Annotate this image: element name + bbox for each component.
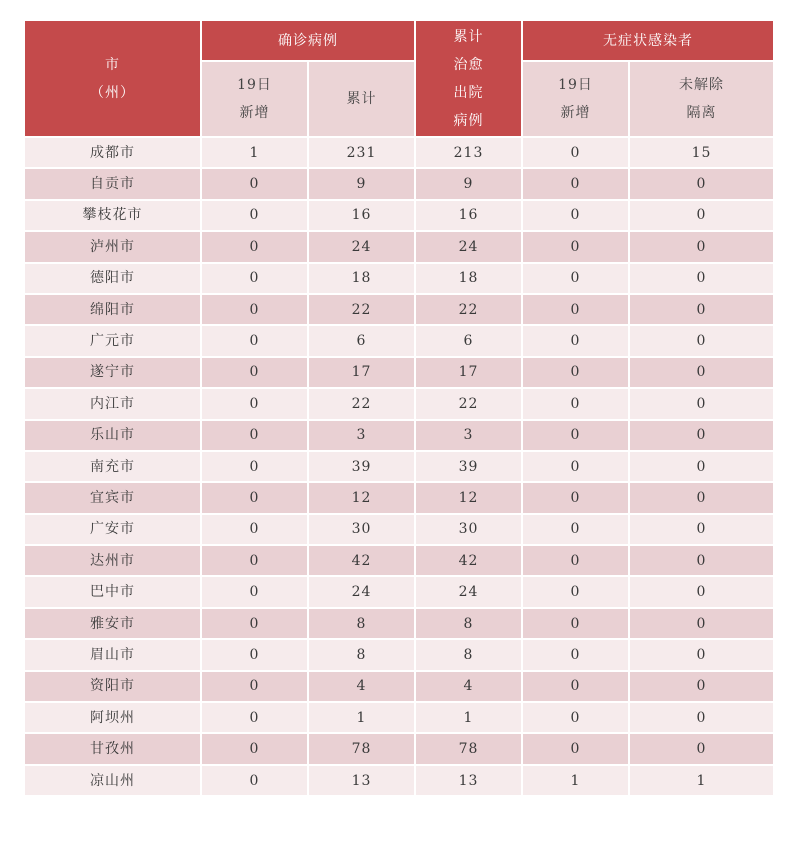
asym-new-cell: 0 bbox=[522, 325, 629, 356]
confirmed-new-cell: 0 bbox=[201, 263, 308, 294]
asym-new-cell: 0 bbox=[522, 168, 629, 199]
asym-new-cell: 1 bbox=[522, 765, 629, 796]
city-cell: 内江市 bbox=[24, 388, 201, 419]
table-header bbox=[24, 20, 774, 137]
confirmed-total-cell: 8 bbox=[308, 608, 415, 639]
table-row bbox=[24, 325, 774, 356]
confirmed-new-cell: 0 bbox=[201, 388, 308, 419]
city-header-line: （州） bbox=[90, 84, 135, 101]
cured-cell: 17 bbox=[415, 357, 522, 388]
asymptomatic-group-header: 无症状感染者 bbox=[522, 20, 774, 61]
city-cell: 乐山市 bbox=[24, 420, 201, 451]
confirmed-new-cell: 0 bbox=[201, 671, 308, 702]
asym-new-cell: 0 bbox=[522, 388, 629, 419]
cured-cell: 42 bbox=[415, 545, 522, 576]
city-cell: 雅安市 bbox=[24, 608, 201, 639]
table-row bbox=[24, 231, 774, 262]
asym-isolated-cell: 0 bbox=[629, 608, 774, 639]
table-row bbox=[24, 294, 774, 325]
confirmed-total-cell: 18 bbox=[308, 263, 415, 294]
table-row bbox=[24, 545, 774, 576]
table-row bbox=[24, 576, 774, 607]
asym-isolated-cell: 0 bbox=[629, 325, 774, 356]
city-cell: 凉山州 bbox=[24, 765, 201, 796]
confirmed-new-cell: 0 bbox=[201, 733, 308, 764]
table-row bbox=[24, 702, 774, 733]
city-cell: 德阳市 bbox=[24, 263, 201, 294]
confirmed-total-cell: 17 bbox=[308, 357, 415, 388]
table-row bbox=[24, 733, 774, 764]
asym-new-cell: 0 bbox=[522, 482, 629, 513]
asym-new-cell: 0 bbox=[522, 514, 629, 545]
city-cell: 南充市 bbox=[24, 451, 201, 482]
asym-unreleased-header-line: 未解除 bbox=[679, 77, 724, 93]
table-row bbox=[24, 482, 774, 513]
cured-cell: 78 bbox=[415, 733, 522, 764]
cured-cell: 6 bbox=[415, 325, 522, 356]
city-column-header bbox=[24, 20, 201, 137]
asym-new-cell: 0 bbox=[522, 263, 629, 294]
cured-cell: 24 bbox=[415, 576, 522, 607]
cured-cell: 22 bbox=[415, 294, 522, 325]
table-row bbox=[24, 357, 774, 388]
cured-cell: 22 bbox=[415, 388, 522, 419]
cured-cell: 39 bbox=[415, 451, 522, 482]
cured-cell: 4 bbox=[415, 671, 522, 702]
confirmed-total-cell: 13 bbox=[308, 765, 415, 796]
table-row bbox=[24, 451, 774, 482]
city-cell: 遂宁市 bbox=[24, 357, 201, 388]
asym-new-cell: 0 bbox=[522, 576, 629, 607]
confirmed-new-cell: 0 bbox=[201, 231, 308, 262]
asym-new-cell: 0 bbox=[522, 545, 629, 576]
cured-cell: 24 bbox=[415, 231, 522, 262]
asym-new-cell: 0 bbox=[522, 671, 629, 702]
confirmed-new-cell: 1 bbox=[201, 137, 308, 168]
asym-isolated-cell: 0 bbox=[629, 671, 774, 702]
asym-new-cell: 0 bbox=[522, 231, 629, 262]
cured-column-header bbox=[415, 20, 522, 137]
asym-isolated-cell: 1 bbox=[629, 765, 774, 796]
confirmed-total-cell: 42 bbox=[308, 545, 415, 576]
confirmed-new-cell: 0 bbox=[201, 325, 308, 356]
asym-new-cell: 0 bbox=[522, 733, 629, 764]
confirmed-new-cell: 0 bbox=[201, 451, 308, 482]
table-row bbox=[24, 514, 774, 545]
asym-new-cell: 0 bbox=[522, 639, 629, 670]
confirmed-new-cell: 0 bbox=[201, 608, 308, 639]
confirmed-new-cell: 0 bbox=[201, 639, 308, 670]
cured-cell: 30 bbox=[415, 514, 522, 545]
confirmed-total-cell: 6 bbox=[308, 325, 415, 356]
asym-isolated-cell: 0 bbox=[629, 482, 774, 513]
city-cell: 宜宾市 bbox=[24, 482, 201, 513]
covid-stats-table bbox=[23, 19, 775, 797]
confirmed-total-cell: 3 bbox=[308, 420, 415, 451]
confirmed-total-cell: 22 bbox=[308, 294, 415, 325]
confirmed-new-cell: 0 bbox=[201, 514, 308, 545]
confirmed-new-header bbox=[201, 61, 308, 137]
confirmed-total-header: 累计 bbox=[308, 61, 415, 137]
asym-new-cell: 0 bbox=[522, 294, 629, 325]
confirmed-group-header: 确诊病例 bbox=[201, 20, 415, 61]
confirmed-total-cell: 1 bbox=[308, 702, 415, 733]
cured-cell: 13 bbox=[415, 765, 522, 796]
confirmed-total-cell: 4 bbox=[308, 671, 415, 702]
confirmed-new-header-line: 19日 bbox=[237, 77, 272, 93]
confirmed-new-cell: 0 bbox=[201, 576, 308, 607]
confirmed-new-cell: 0 bbox=[201, 168, 308, 199]
asym-isolated-cell: 0 bbox=[629, 733, 774, 764]
asym-isolated-cell: 0 bbox=[629, 576, 774, 607]
city-cell: 巴中市 bbox=[24, 576, 201, 607]
cured-header-line: 治愈 bbox=[453, 56, 484, 73]
confirmed-new-cell: 0 bbox=[201, 765, 308, 796]
asym-new-cell: 0 bbox=[522, 200, 629, 231]
asym-isolated-cell: 0 bbox=[629, 388, 774, 419]
asym-new-cell: 0 bbox=[522, 451, 629, 482]
cured-cell: 9 bbox=[415, 168, 522, 199]
asym-new-cell: 0 bbox=[522, 608, 629, 639]
city-cell: 阿坝州 bbox=[24, 702, 201, 733]
cured-cell: 8 bbox=[415, 639, 522, 670]
confirmed-total-cell: 30 bbox=[308, 514, 415, 545]
city-header-line: 市 bbox=[105, 56, 120, 73]
cured-header-line: 累计 bbox=[453, 28, 484, 45]
asym-isolated-cell: 0 bbox=[629, 200, 774, 231]
city-cell: 泸州市 bbox=[24, 231, 201, 262]
cured-cell: 3 bbox=[415, 420, 522, 451]
asym-unreleased-header-line: 隔离 bbox=[686, 105, 717, 121]
city-cell: 甘孜州 bbox=[24, 733, 201, 764]
table-row bbox=[24, 420, 774, 451]
asym-new-cell: 0 bbox=[522, 702, 629, 733]
table-row bbox=[24, 200, 774, 231]
table-row bbox=[24, 608, 774, 639]
asym-new-cell: 0 bbox=[522, 357, 629, 388]
asym-isolated-cell: 0 bbox=[629, 420, 774, 451]
table-row bbox=[24, 671, 774, 702]
city-cell: 广安市 bbox=[24, 514, 201, 545]
confirmed-new-header-line: 新增 bbox=[239, 105, 270, 121]
confirmed-total-cell: 22 bbox=[308, 388, 415, 419]
cured-cell: 12 bbox=[415, 482, 522, 513]
cured-cell: 213 bbox=[415, 137, 522, 168]
cured-header-line: 病例 bbox=[453, 112, 484, 129]
confirmed-new-cell: 0 bbox=[201, 357, 308, 388]
table-row bbox=[24, 263, 774, 294]
cured-cell: 1 bbox=[415, 702, 522, 733]
table-body bbox=[24, 137, 774, 796]
city-cell: 自贡市 bbox=[24, 168, 201, 199]
table-row bbox=[24, 639, 774, 670]
asym-isolated-cell: 0 bbox=[629, 702, 774, 733]
cured-cell: 8 bbox=[415, 608, 522, 639]
confirmed-total-cell: 39 bbox=[308, 451, 415, 482]
confirmed-total-cell: 8 bbox=[308, 639, 415, 670]
cured-header-line: 出院 bbox=[453, 84, 484, 101]
confirmed-new-cell: 0 bbox=[201, 702, 308, 733]
confirmed-total-cell: 16 bbox=[308, 200, 415, 231]
confirmed-total-cell: 231 bbox=[308, 137, 415, 168]
city-cell: 攀枝花市 bbox=[24, 200, 201, 231]
confirmed-new-cell: 0 bbox=[201, 482, 308, 513]
table-row bbox=[24, 765, 774, 796]
cured-cell: 16 bbox=[415, 200, 522, 231]
confirmed-new-cell: 0 bbox=[201, 545, 308, 576]
table-row bbox=[24, 388, 774, 419]
table-row bbox=[24, 137, 774, 168]
asym-isolated-cell: 0 bbox=[629, 545, 774, 576]
confirmed-new-cell: 0 bbox=[201, 420, 308, 451]
asym-isolated-cell: 0 bbox=[629, 639, 774, 670]
city-cell: 达州市 bbox=[24, 545, 201, 576]
asym-isolated-cell: 0 bbox=[629, 263, 774, 294]
confirmed-total-cell: 12 bbox=[308, 482, 415, 513]
asym-isolated-cell: 0 bbox=[629, 168, 774, 199]
asym-new-cell: 0 bbox=[522, 420, 629, 451]
table-row bbox=[24, 168, 774, 199]
confirmed-new-cell: 0 bbox=[201, 294, 308, 325]
city-cell: 绵阳市 bbox=[24, 294, 201, 325]
confirmed-new-cell: 0 bbox=[201, 200, 308, 231]
asym-new-header-line: 新增 bbox=[560, 105, 591, 121]
asym-isolated-cell: 15 bbox=[629, 137, 774, 168]
confirmed-total-cell: 24 bbox=[308, 576, 415, 607]
asym-new-header-line: 19日 bbox=[558, 77, 593, 93]
asym-unreleased-header bbox=[629, 61, 774, 137]
city-cell: 资阳市 bbox=[24, 671, 201, 702]
asym-isolated-cell: 0 bbox=[629, 451, 774, 482]
confirmed-total-cell: 24 bbox=[308, 231, 415, 262]
city-cell: 眉山市 bbox=[24, 639, 201, 670]
asym-isolated-cell: 0 bbox=[629, 514, 774, 545]
confirmed-total-cell: 78 bbox=[308, 733, 415, 764]
city-cell: 成都市 bbox=[24, 137, 201, 168]
asym-isolated-cell: 0 bbox=[629, 231, 774, 262]
cured-cell: 18 bbox=[415, 263, 522, 294]
asym-new-cell: 0 bbox=[522, 137, 629, 168]
confirmed-total-cell: 9 bbox=[308, 168, 415, 199]
asym-isolated-cell: 0 bbox=[629, 357, 774, 388]
city-cell: 广元市 bbox=[24, 325, 201, 356]
asym-new-header bbox=[522, 61, 629, 137]
asym-isolated-cell: 0 bbox=[629, 294, 774, 325]
